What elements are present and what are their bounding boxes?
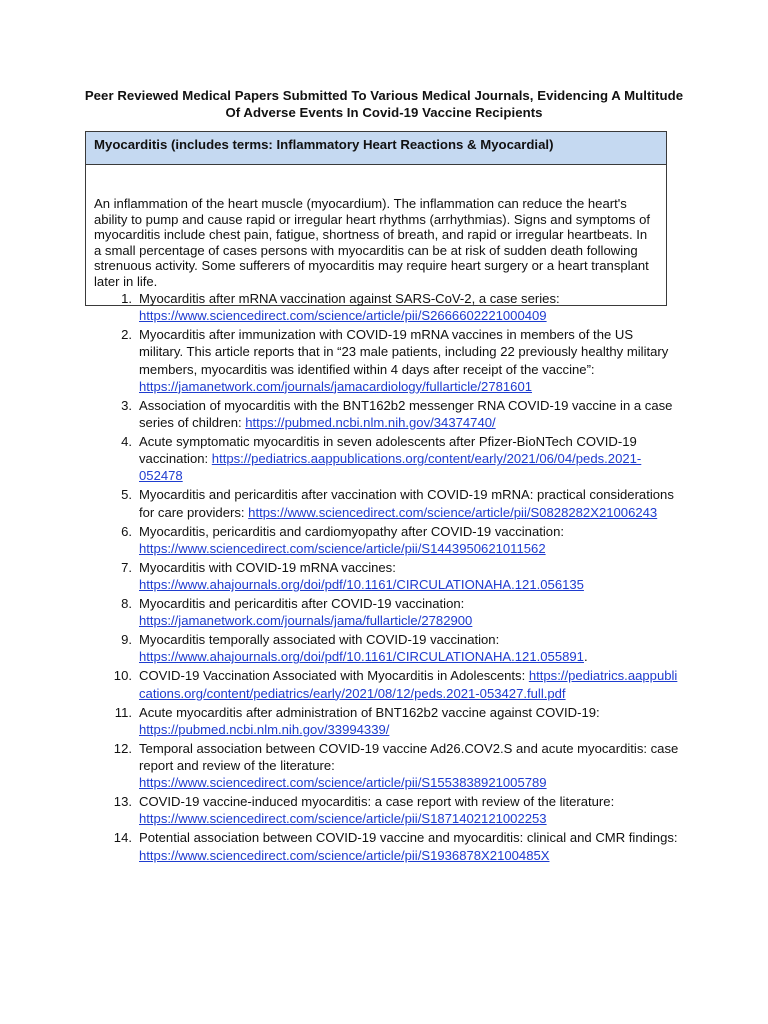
reference-item <box>110 793 680 827</box>
reference-link[interactable]: https://pubmed.ncbi.nlm.nih.gov/34374740/ <box>245 415 496 431</box>
reference-link[interactable]: https://pediatrics.aappublications.org/content/pediatrics/early/2021/08/12/peds.2021-053427.full.pdf <box>139 668 678 701</box>
reference-list <box>110 290 680 866</box>
reference-number: 8. <box>121 596 132 612</box>
reference-item <box>110 523 680 557</box>
reference-item <box>110 433 680 485</box>
reference-number: 12. <box>113 740 132 756</box>
reference-text: Acute symptomatic myocarditis in seven adolescents after Pfizer-BioNTech COVID-19 vaccination: <box>139 434 637 467</box>
reference-number: 13. <box>113 794 132 810</box>
reference-number: 6. <box>121 523 132 539</box>
reference-text: Myocarditis temporally associated with COVID-19 vaccination: <box>139 632 500 648</box>
reference-number: 5. <box>121 487 132 503</box>
reference-item <box>110 397 680 431</box>
table-description: An inflammation of the heart muscle (myocardium). The inflammation can reduce the heart's ability to pump and cause rapid or irregular heart rhythms (arrhythmias). Signs and symptoms of myocarditis include chest pain, fatigue, shortness of breath, and rapid or irregular heartbeats. In a small percentage of cases persons with myocarditis can be at risk of sudden death following strenuous activity. Some sufferers of myocarditis may require heart surgery or a heart transplant later in life. <box>94 196 650 289</box>
reference-link[interactable]: https://www.sciencedirect.com/science/article/pii/S0828282X21006243 <box>248 504 658 520</box>
reference-link[interactable]: https://www.sciencedirect.com/science/article/pii/S2666602221000409 <box>139 308 547 324</box>
table-header: Myocarditis (includes terms: Inflammatory Heart Reactions & Myocardial) <box>86 132 666 165</box>
reference-number: 7. <box>121 559 132 575</box>
reference-link[interactable]: https://www.sciencedirect.com/science/article/pii/S1871402121002253 <box>139 811 547 827</box>
reference-link[interactable]: https://www.ahajournals.org/doi/pdf/10.1161/CIRCULATIONAHA.121.055891 <box>139 649 584 665</box>
reference-text: Myocarditis, pericarditis and cardiomyopathy after COVID-19 vaccination: <box>139 523 564 539</box>
page-title: Peer Reviewed Medical Papers Submitted To Various Medical Journals, Evidencing A Multitude Of Adverse Events In Covid-19 Vaccine Recipients <box>84 88 684 120</box>
reference-number: 9. <box>121 632 132 648</box>
reference-item <box>110 595 680 629</box>
myocarditis-info-table <box>85 131 667 306</box>
reference-item <box>110 326 680 395</box>
reference-number: 10. <box>113 668 132 684</box>
reference-number: 3. <box>121 397 132 413</box>
reference-item <box>110 704 680 738</box>
reference-text: Acute myocarditis after administration of BNT162b2 vaccine against COVID-19: <box>139 704 600 720</box>
reference-text: Myocarditis after immunization with COVID-19 mRNA vaccines in members of the US military. This article reports that in “23 male patients, including 22 previously healthy military members, myocarditis was identified within 4 days after receipt of the vaccine”: <box>139 327 669 377</box>
reference-text: Myocarditis and pericarditis after vaccination with COVID-19 mRNA: practical considerations for care providers: <box>139 487 674 520</box>
reference-link[interactable]: https://www.sciencedirect.com/science/article/pii/S1936878X2100485X <box>139 847 550 863</box>
reference-number: 1. <box>121 291 132 306</box>
reference-link[interactable]: https://jamanetwork.com/journals/jama/fullarticle/2782900 <box>139 613 473 629</box>
reference-link[interactable]: https://www.ahajournals.org/doi/pdf/10.1161/CIRCULATIONAHA.121.056135 <box>139 577 584 593</box>
reference-suffix: . <box>583 649 588 665</box>
reference-number: 14. <box>113 830 132 846</box>
reference-text: COVID-19 vaccine-induced myocarditis: a case report with review of the literature: <box>139 794 615 810</box>
reference-link[interactable]: https://www.sciencedirect.com/science/article/pii/S1443950621011562 <box>139 540 546 556</box>
reference-text: Myocarditis and pericarditis after COVID-19 vaccination: <box>139 596 465 612</box>
reference-text: Myocarditis after mRNA vaccination against SARS-CoV-2, a case series: <box>139 291 560 306</box>
reference-text: Potential association between COVID-19 vaccine and myocarditis: clinical and CMR findings: <box>139 830 678 846</box>
reference-link[interactable]: https://jamanetwork.com/journals/jamacardiology/fullarticle/2781601 <box>139 378 533 394</box>
reference-item <box>110 740 680 792</box>
reference-item <box>110 290 680 324</box>
reference-item <box>110 631 680 665</box>
reference-text: Association of myocarditis with the BNT162b2 messenger RNA COVID-19 vaccine in a case series of children: <box>139 397 673 431</box>
reference-text: Myocarditis with COVID-19 mRNA vaccines: <box>139 559 396 575</box>
reference-number: 4. <box>121 434 132 450</box>
reference-number: 11. <box>114 704 132 720</box>
reference-text: Temporal association between COVID-19 vaccine Ad26.COV2.S and acute myocarditis: case report and review of the literature: <box>139 740 679 774</box>
reference-item <box>110 559 680 593</box>
reference-link[interactable]: https://www.sciencedirect.com/science/article/pii/S1553838921005789 <box>139 775 547 791</box>
reference-text: COVID-19 Vaccination Associated with Myocarditis in Adolescents: <box>139 668 529 684</box>
reference-number: 2. <box>121 327 132 343</box>
reference-item <box>110 829 680 863</box>
reference-item <box>110 667 680 701</box>
reference-link[interactable]: https://pediatrics.aappublications.org/content/early/2021/06/04/peds.2021-052478 <box>139 451 642 484</box>
reference-link[interactable]: https://pubmed.ncbi.nlm.nih.gov/33994339/ <box>139 721 390 737</box>
reference-item <box>110 486 680 520</box>
